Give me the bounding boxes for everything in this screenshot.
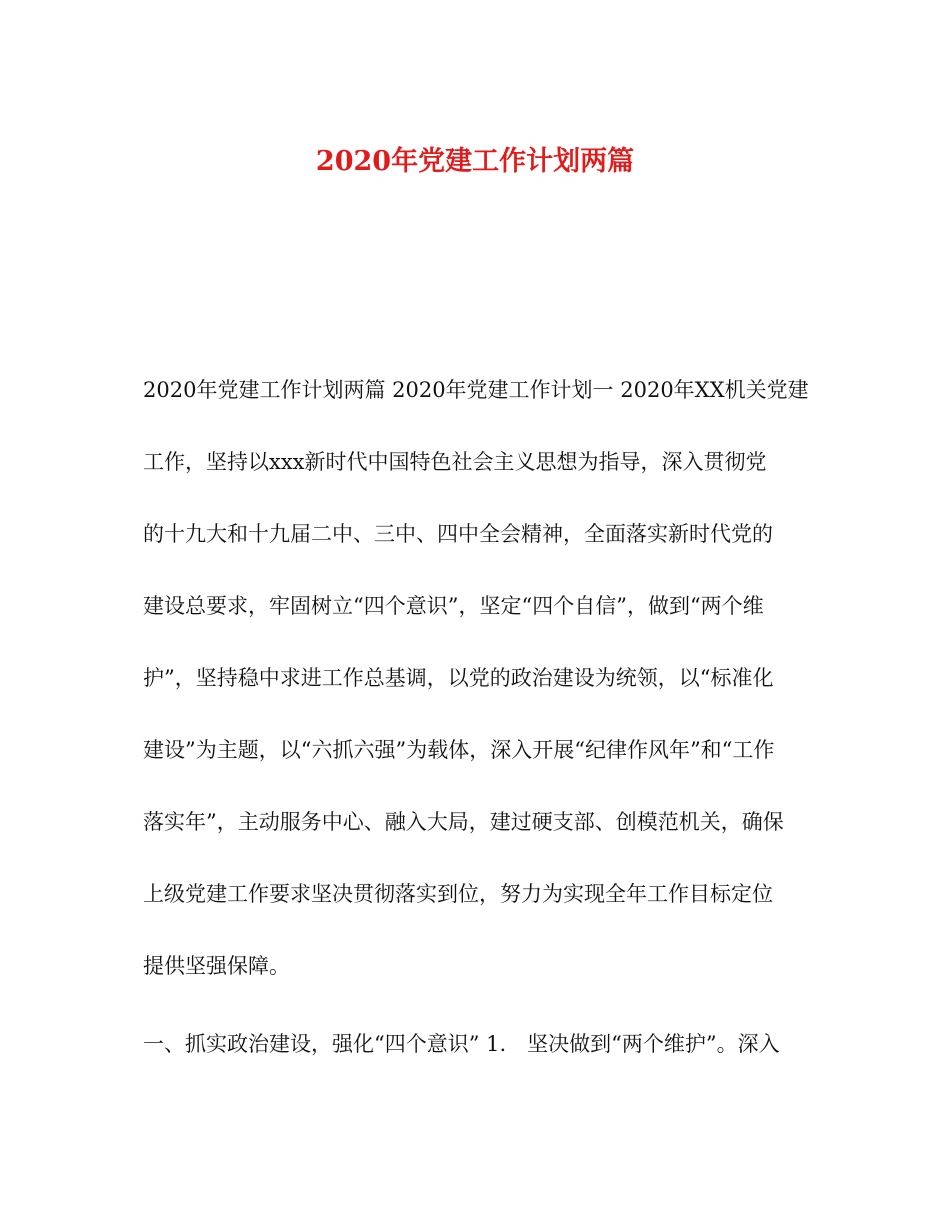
text-line: 建设”为主题，以“六抓六强”为载体，深入开展“纪律作风年”和“工作 <box>143 738 775 762</box>
text-line: 一、抓实政治建设，强化“四个意识” 1. 坚决做到“两个维护”。深入 <box>143 1032 780 1056</box>
text-line: 上级党建工作要求坚决贯彻落实到位，努力为实现全年工作目标定位 <box>143 882 773 906</box>
text-line: 护”，坚持稳中求进工作总基调，以党的政治建设为统领，以“标准化 <box>143 666 774 690</box>
text-line: 落实年”，主动服务中心、融入大局，建过硬支部、创模范机关，确保 <box>143 810 784 834</box>
document-title: 2020年党建工作计划两篇 <box>315 146 635 177</box>
body-paragraph <box>143 376 815 1024</box>
body-paragraph <box>143 1030 815 1102</box>
text-line: 建设总要求，牢固树立“四个意识”，坚定“四个自信”，做到“两个维 <box>143 594 764 618</box>
text-line: 的十九大和十九届二中、三中、四中全会精神，全面落实新时代党的 <box>143 522 773 546</box>
text-line: 2020年党建工作计划两篇 2020年党建工作计划一 2020年XX机关党建 <box>143 378 809 402</box>
text-line: 提供坚强保障。 <box>143 954 290 978</box>
text-line: 工作，坚持以xxx新时代中国特色社会主义思想为指导，深入贯彻党 <box>143 450 767 474</box>
